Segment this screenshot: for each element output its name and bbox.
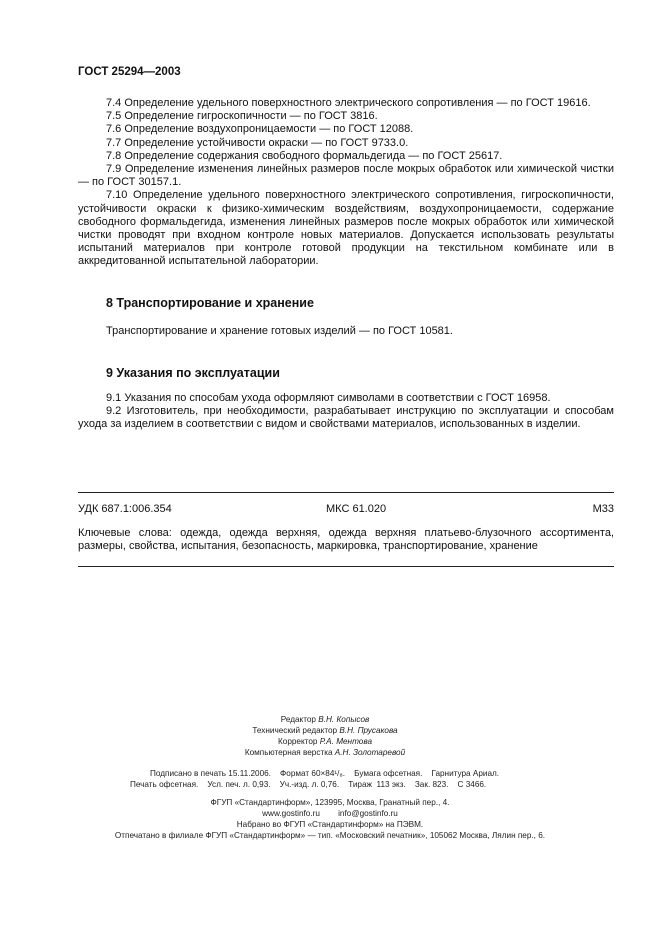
credit-layout: Компьютерная верстка А.Н. Золотаревой	[244, 748, 406, 757]
clause-7-10: 7.10 Определение удельного поверхностного электрического сопротивления, гигроскопичности, устойчивости окраски к физико-химическим воздействиям, воздухопроницаемости, содержание свободного формальдегида, изменения линейных размеров после мокрых обработок или химической чистки проводят при входном контроле новых материалов. Допускается использовать результаты испытаний материалов при контроле готовой продукции на текстильном комбинате или в аккредитованной испытательной лаборатории.	[78, 189, 614, 268]
clause-7-5: 7.5 Определение гигроскопичности — по ГОСТ 3816.	[106, 110, 378, 123]
print-details	[120, 768, 540, 790]
clause-7-6: 7.6 Определение воздухопроницаемости — по ГОСТ 12088.	[106, 123, 414, 136]
clause-7-7: 7.7 Определение устойчивости окраски — по ГОСТ 9733.0.	[106, 136, 409, 149]
publisher-line-1: ФГУП «Стандартинформ», 123995, Москва, Гранатный пер., 4.	[210, 798, 450, 807]
section-8-title: 8 Транспортирование и хранение	[106, 296, 314, 310]
divider-bottom	[78, 566, 614, 567]
section-9-body	[78, 392, 614, 432]
publisher-web: www.gostinfo.ru info@gostinfo.ru	[262, 809, 398, 818]
mks-code: МКС 61.020	[326, 503, 387, 515]
udk-code: УДК 687.1:006.354	[78, 503, 172, 515]
editorial-credits	[160, 714, 490, 758]
credit-tech-editor: Технический редактор В.Н. Прусакова	[252, 726, 398, 735]
document-header: ГОСТ 25294—2003	[78, 66, 181, 78]
clause-7-8: 7.8 Определение содержания свободного формальдегида — по ГОСТ 25617.	[106, 149, 503, 162]
section-8-text: Транспортирование и хранение готовых изделий — по ГОСТ 10581.	[106, 325, 453, 337]
publisher-info	[110, 797, 550, 841]
divider-top	[78, 492, 614, 493]
category-code: М33	[592, 503, 614, 515]
clause-9-2: 9.2 Изготовитель, при необходимости, разрабатывает инструкцию по эксплуатации и способам ухода за изделием в соответствии с видом и свойствами материалов, использованных в изделии.	[78, 405, 614, 431]
clause-7-4: 7.4 Определение удельного поверхностного электрического сопротивления — по ГОСТ 19616.	[106, 97, 591, 109]
credit-editor: Редактор В.Н. Копысов	[280, 715, 370, 724]
publisher-line-3: Набрано во ФГУП «Стандартинформ» на ПЭВМ.	[236, 820, 424, 829]
clause-7-9: 7.9 Определение изменения линейных размеров после мокрых обработок или химической чистки — по ГОСТ 30157.1.	[78, 163, 614, 189]
print-line-1: Подписано в печать 15.11.2006. Формат 60×84¹/₈. Бумага офсетная. Гарнитура Ариал.	[150, 769, 500, 778]
section-9-title: 9 Указания по эксплуатации	[106, 366, 280, 380]
credit-proofreader: Корректор Р.А. Ментова	[278, 737, 372, 746]
section-7-continuation	[78, 97, 614, 269]
print-line-2: Печать офсетная. Усл. печ. л. 0,93. Уч.-изд. л. 0,76. Тираж 113 экз. Зак. 823. С 3466.	[130, 780, 487, 789]
keywords: Ключевые слова: одежда, одежда верхняя, одежда верхняя платьево-блузочного ассортимента, размеры, свойства, испытания, безопасность, маркировка, транспортирование, хранение	[78, 527, 614, 553]
publisher-line-4: Отпечатано в филиале ФГУП «Стандартинформ» — тип. «Московский печатник», 105062 Москва, Лялин пер., 6.	[114, 831, 546, 840]
clause-9-1: 9.1 Указания по способам ухода оформляют символами в соответствии с ГОСТ 16958.	[106, 392, 551, 404]
